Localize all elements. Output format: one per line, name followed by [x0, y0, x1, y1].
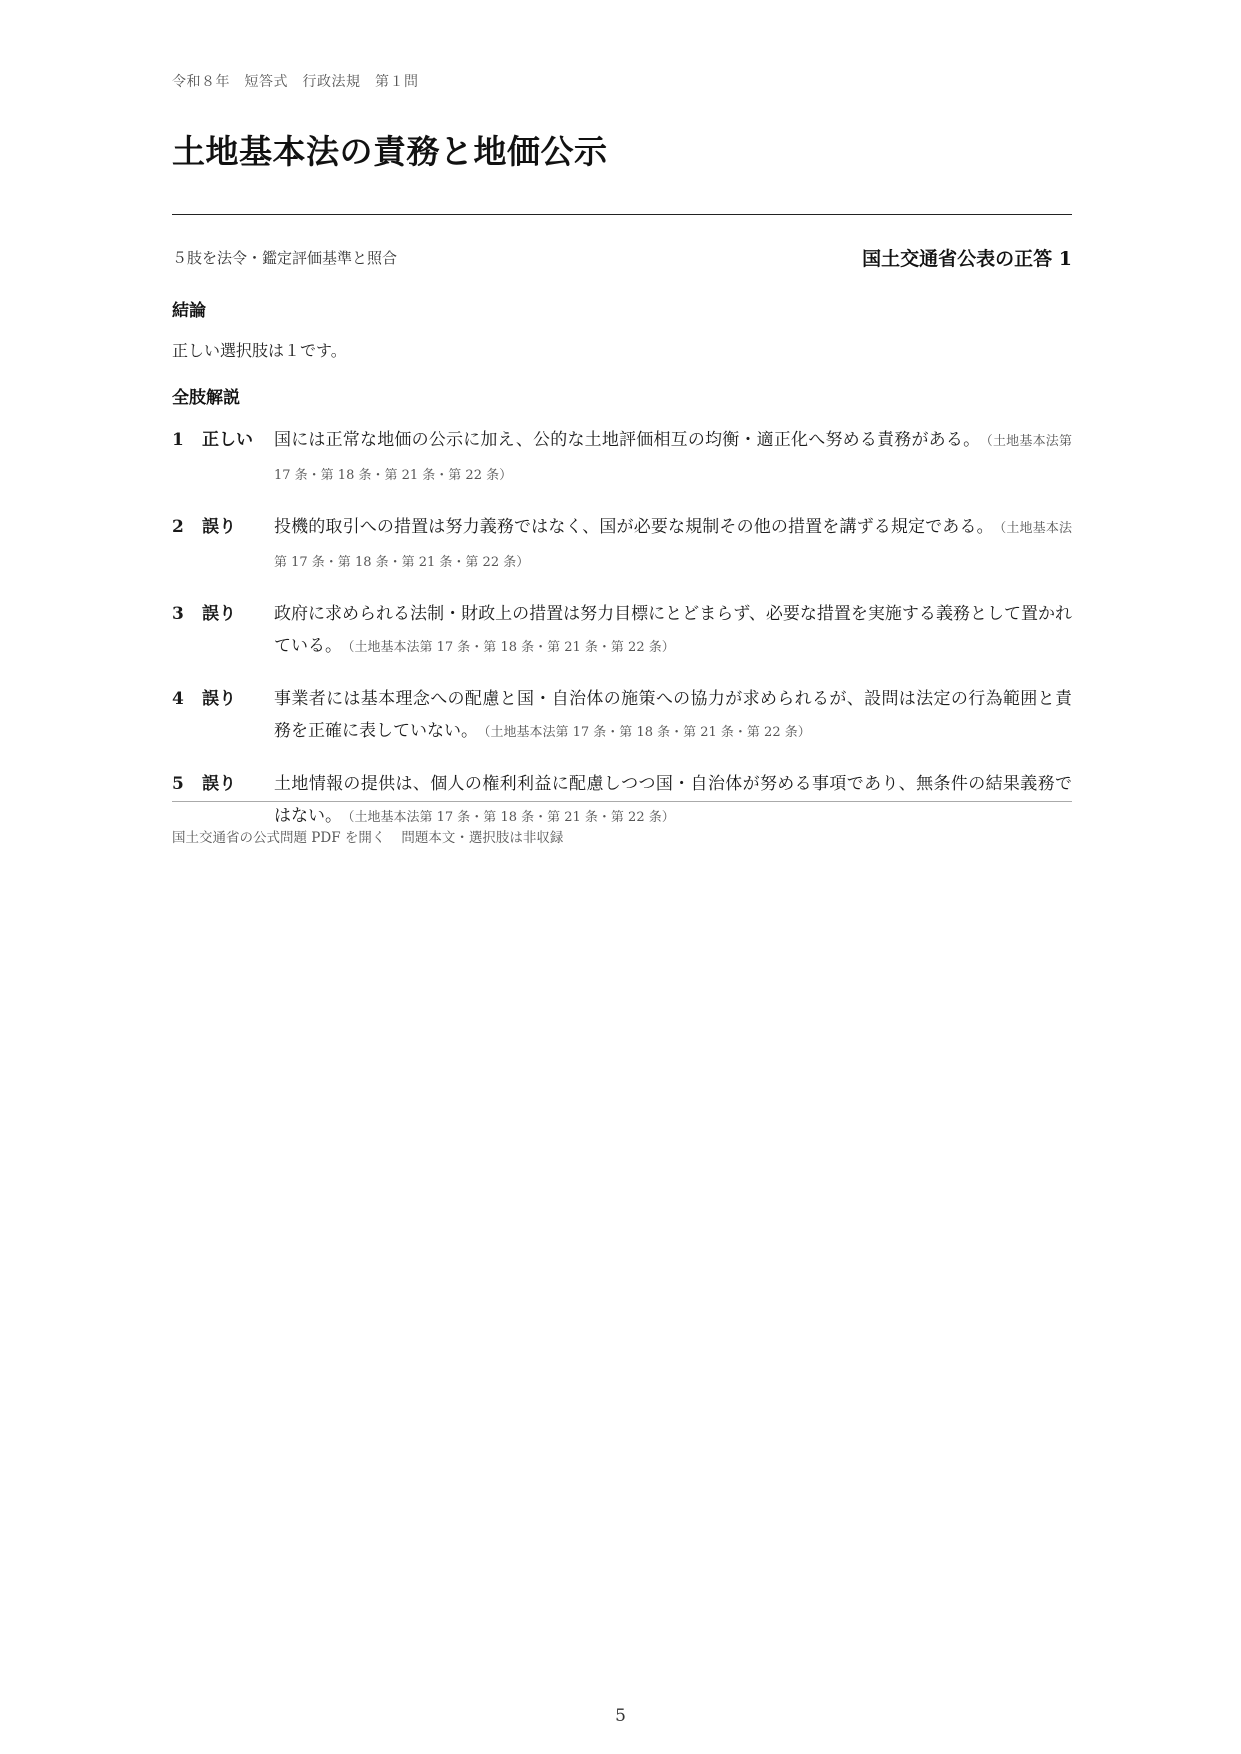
conclusion-text: 正しい選択肢は１です。: [172, 341, 347, 360]
choice-verdict: 誤り: [202, 517, 236, 537]
choice-text: 投機的取引への措置は努力義務ではなく、国が必要な規制その他の措置を講ずる規定である。: [274, 517, 994, 537]
footer-divider: [172, 801, 1072, 802]
meta-row: [172, 244, 1072, 270]
choice-verdict: 誤り: [202, 774, 236, 794]
choice-citation: （土地基本法第 17 条・第 18 条・第 21 条・第 22 条）: [484, 725, 811, 740]
choice-citation: （土地基本法第 17 条・第 18 条・第 21 条・第 22 条）: [348, 640, 675, 655]
title-divider: [172, 214, 1072, 215]
choice-citation: （土地基本法第 17 条・第 18 条・第 21 条・第 22 条）: [274, 434, 1072, 483]
not-included-note: 問題本文・選択肢は非収録: [401, 830, 564, 846]
footer-note: [172, 826, 563, 846]
verification-method: ５肢を法令・鑑定評価基準と照合: [172, 249, 398, 267]
official-answer: 国土交通省公表の正答 1: [862, 248, 1072, 270]
choice-text: 国には正常な地価の公示に加え、公的な土地評価相互の均衡・適正化へ努める責務がある。: [274, 430, 981, 450]
choice-text: 土地情報の提供は、個人の権利利益に配慮しつつ国・自治体が努める事項であり、無条件の結果義務ではない。: [274, 774, 1072, 826]
choice-list: [172, 424, 1072, 853]
choice-item-4: [172, 683, 1072, 749]
choice-item-1: [172, 424, 1072, 492]
choice-explanation: [274, 683, 1072, 749]
choice-item-3: [172, 598, 1072, 664]
choice-text: 事業者には基本理念への配慮と国・自治体の施策への協力が求められるが、設問は法定の行為範囲と責務を正確に表していない。: [274, 689, 1072, 741]
choice-citation: （土地基本法第 17 条・第 18 条・第 21 条・第 22 条）: [348, 810, 675, 825]
official-pdf-link[interactable]: 国土交通省の公式問題 PDF を開く: [172, 830, 386, 846]
choice-verdict: 誤り: [202, 689, 236, 709]
choice-number: 1: [172, 430, 184, 450]
page-title: 土地基本法の責務と地価公示: [172, 132, 608, 171]
conclusion-heading: 結論: [172, 301, 206, 321]
choice-explanation: [274, 598, 1072, 664]
choice-number: 4: [172, 689, 184, 709]
choice-number: 3: [172, 604, 184, 624]
choice-number: 2: [172, 517, 184, 537]
choice-verdict: 正しい: [202, 430, 253, 450]
running-head: 令和８年 短答式 行政法規 第１問: [172, 74, 419, 90]
choice-verdict: 誤り: [202, 604, 236, 624]
choice-citation: （土地基本法第 17 条・第 18 条・第 21 条・第 22 条）: [274, 521, 1072, 570]
choice-explanation: [274, 511, 1072, 579]
explanations-heading: 全肢解説: [172, 388, 240, 408]
choice-explanation: [274, 424, 1072, 492]
choice-number: 5: [172, 774, 184, 794]
choice-text: 政府に求められる法制・財政上の措置は努力目標にとどまらず、必要な措置を実施する義務として置かれている。: [274, 604, 1072, 656]
page-number: 5: [615, 1706, 626, 1726]
choice-item-2: [172, 511, 1072, 579]
